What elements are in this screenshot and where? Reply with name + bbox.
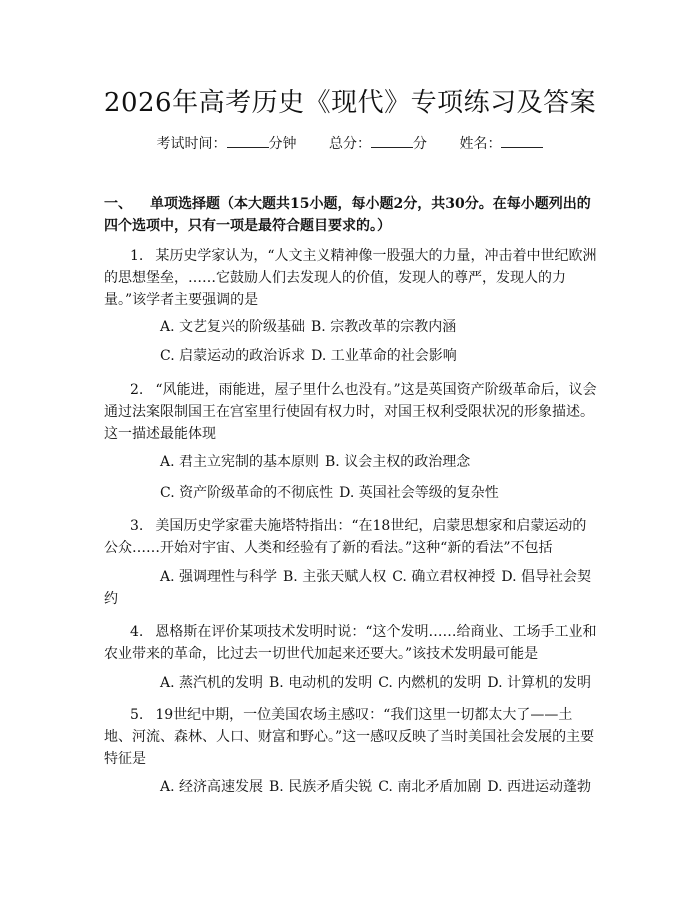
option-c: C. 内燃机的发明	[378, 675, 482, 691]
option-a: A. 经济高速发展	[160, 779, 264, 795]
option-a: A. 强调理性与科学	[160, 569, 278, 585]
option-a: A. 君主立宪制的基本原则	[160, 454, 320, 470]
question-1-options-row-2	[104, 345, 598, 367]
question-text: 美国历史学家霍夫施塔特指出：“在18世纪，启蒙思想家和启蒙运动的公众……开始对宇宙、人类和经验有了新的看法。”这种“新的看法”不包括	[104, 518, 587, 556]
time-unit: 分钟	[268, 136, 297, 152]
question-2-options-row-2	[104, 482, 598, 504]
option-d: D. 倡导社会契约	[104, 569, 591, 607]
question-3-options	[104, 566, 598, 610]
option-c: C. 资产阶级革命的不彻底性	[160, 485, 334, 501]
question-4	[104, 621, 598, 665]
option-a: A. 文艺复兴的阶级基础	[160, 319, 306, 335]
option-d: D. 英国社会等级的复杂性	[339, 485, 499, 501]
name-blank	[501, 135, 543, 148]
exam-time	[157, 136, 297, 152]
question-1	[104, 245, 598, 311]
question-text: 恩格斯在评价某项技术发明时说：“这个发明……给商业、工场手工业和农业带来的革命，比过去一切世代加起来还要大。”该技术发明最可能是	[104, 624, 597, 662]
exam-meta	[0, 133, 700, 153]
option-d: D. 计算机的发明	[487, 675, 591, 691]
option-b: B. 民族矛盾尖锐	[269, 779, 373, 795]
score-blank	[371, 135, 413, 148]
option-b: B. 电动机的发明	[269, 675, 373, 691]
option-d: D. 西进运动蓬勃	[487, 779, 591, 795]
option-b: B. 主张天赋人权	[283, 569, 387, 585]
student-name	[459, 136, 543, 152]
question-3	[104, 515, 598, 559]
question-1-options-row-1	[104, 316, 598, 338]
question-number: 1.	[130, 248, 144, 264]
option-d: D. 工业革命的社会影响	[311, 348, 457, 364]
option-a: A. 蒸汽机的发明	[160, 675, 264, 691]
option-c: C. 确立君权神授	[392, 569, 496, 585]
question-text: 19世纪中期，一位美国农场主感叹：“我们这里一切都太大了——土地、河流、森林、人口、财富和野心。”这一感叹反映了当时美国社会发展的主要特征是	[104, 707, 595, 767]
option-c: C. 南北矛盾加剧	[378, 779, 482, 795]
question-2-options-row-1	[104, 451, 598, 473]
score-unit: 分	[413, 136, 427, 152]
question-4-options	[104, 672, 598, 694]
question-5	[104, 704, 598, 770]
time-label: 考试时间：	[156, 136, 227, 152]
name-label: 姓名：	[459, 136, 502, 152]
section-heading	[104, 193, 598, 237]
option-c: C. 启蒙运动的政治诉求	[160, 348, 306, 364]
question-text: 某历史学家认为，“人文主义精神像一股强大的力量，冲击着中世纪欧洲的思想堡垒，……它鼓励人们去发现人的价值，发现人的尊严，发现人的力量。”该学者主要强调的是	[104, 248, 597, 308]
exam-score	[329, 136, 427, 152]
option-b: B. 议会主权的政治理念	[325, 454, 471, 470]
score-label: 总分：	[329, 136, 371, 152]
option-b: B. 宗教改革的宗教内涵	[311, 319, 457, 335]
question-number: 2.	[130, 382, 144, 398]
question-number: 5.	[130, 707, 144, 723]
page-title: 2026年高考历史《现代》专项练习及答案	[103, 88, 597, 118]
question-text: “风能进，雨能进，屋子里什么也没有。”这是英国资产阶级革命后，议会通过法案限制国王在宫室里行使固有权力时，对国王权利受限状况的形象描述。这一描述最能体现	[104, 382, 597, 442]
section-number: 一、	[104, 196, 132, 212]
question-2	[104, 379, 598, 445]
question-number: 4.	[130, 624, 144, 640]
section-text: 单项选择题（本大题共15小题，每小题2分，共30分。在每小题列出的四个选项中，只有一项是最符合题目要求的。）	[104, 196, 591, 234]
question-number: 3.	[130, 518, 144, 534]
time-blank	[227, 135, 269, 148]
question-5-options	[104, 776, 598, 798]
